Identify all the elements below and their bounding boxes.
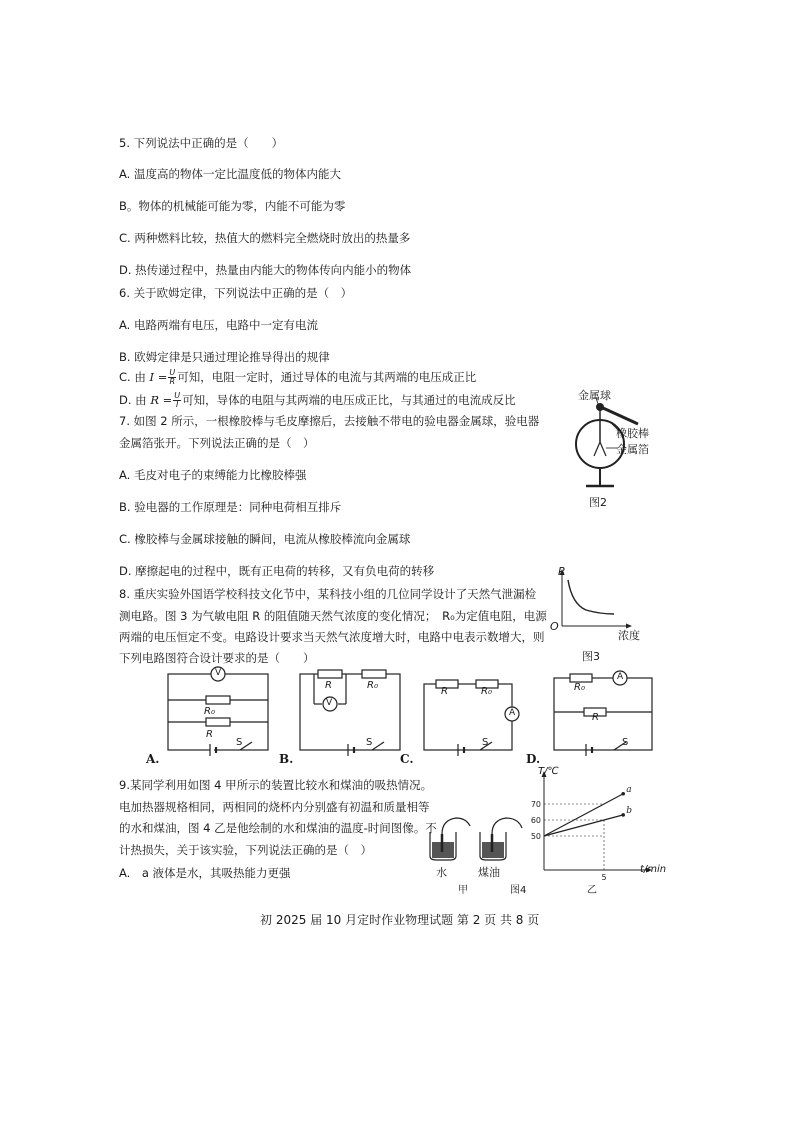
q5-option-b: B。物体的机械能可能为零，内能不可能为零 (119, 199, 346, 213)
q5-option-d: D. 热传递过程中，热量由内能大的物体传向内能小的物体 (119, 263, 412, 277)
circuit-diagrams (140, 664, 660, 764)
circuit-a-voltmeter: V (215, 668, 222, 678)
circuit-a (168, 667, 268, 756)
fig4-ylabel: T/℃ (538, 766, 559, 777)
water-label: 水 (436, 866, 447, 879)
formula-i-fraction: $\frac{U}{R}$ (169, 368, 176, 386)
circuit-c (424, 680, 519, 756)
circuit-option-c: C. (400, 752, 414, 766)
fig4-xlabel: t/min (640, 864, 667, 875)
circuit-c-r0: R₀ (481, 686, 492, 697)
q7-option-c: C. 橡胶棒与金属球接触的瞬间，电流从橡胶棒流向金属球 (119, 532, 411, 546)
q7-stem-line2: 金属箔张开。下列说法正确的是（ ） (119, 436, 315, 450)
q9-stem-line2: 电加热器规格相同，两相同的烧杯内分别盛有初温和质量相等 (119, 800, 430, 814)
circuit-b-r: R (325, 680, 332, 691)
fig4-caption: 图4 (510, 885, 527, 896)
circuit-option-a: A. (146, 752, 160, 766)
q7-option-b: B. 验电器的工作原理是：同种电荷相互排斥 (119, 500, 342, 514)
q5-option-a: A. 温度高的物体一定比温度低的物体内能大 (119, 167, 341, 181)
formula-r-fraction: $\frac{U}{I}$ (174, 391, 181, 409)
y-tick-label-70: 70 (530, 800, 541, 809)
circuit-a-switch: S (236, 737, 243, 748)
q7-option-d: D. 摩擦起电的过程中，既有正电荷的转移，又有负电荷的转移 (119, 564, 435, 578)
fig4-jia: 甲 (458, 885, 468, 896)
oil-label: 煤油 (478, 866, 500, 879)
circuit-d-switch: S (622, 737, 629, 748)
q8-stem-line4: 下列电路图符合设计要求的是（ ） (119, 651, 315, 665)
q9-option-a: A. a 液体是水，其吸热能力更强 (119, 866, 291, 880)
q7-option-a: A. 毛皮对电子的束缚能力比橡胶棒强 (119, 468, 307, 482)
circuit-option-b: B. (279, 752, 294, 766)
q8-stem-line2: 测电路。图 3 为气敏电阻 R 的阻值随天然气浓度的变化情况； R₀为定值电阻，电源 (119, 609, 547, 623)
circuit-d (554, 671, 652, 756)
circuit-option-d: D. (526, 752, 541, 766)
circuit-b (300, 670, 400, 756)
fig3-caption: 图3 (582, 650, 600, 663)
rod-label: 橡胶棒 (616, 427, 649, 440)
q7-stem-line1: 7. 如图 2 所示，一根橡胶棒与毛皮摩擦后，去接触不带电的验电器金属球，验电器 (119, 414, 540, 428)
circuit-d-ammeter: A (617, 672, 624, 682)
series-label-a: a (626, 784, 632, 795)
circuit-c-switch: S (482, 737, 489, 748)
fig2-caption: 图2 (589, 496, 607, 509)
q5-stem: 5. 下列说法中正确的是（ ） (119, 136, 284, 150)
circuit-a-r: R (206, 729, 213, 740)
circuit-a-r0: R₀ (204, 706, 215, 717)
circuit-b-switch: S (366, 737, 373, 748)
circuit-c-ammeter: A (509, 708, 516, 718)
series-line-a (544, 794, 623, 836)
q9-stem-line4: 计热损失，关于该实验，下列说法正确的是（ ） (119, 843, 372, 857)
foil-label: 金属箔 (616, 443, 649, 456)
page-footer: 初 2025 届 10 月定时作业物理试题 第 2 页 共 8 页 (260, 913, 540, 927)
fig3-xlabel: 浓度 (618, 629, 640, 642)
q6-stem: 6. 关于欧姆定律，下列说法中正确的是（ ） (119, 286, 353, 300)
electroscope-figure (560, 382, 670, 512)
fig4-yi: 乙 (587, 885, 597, 896)
q8-stem-line3: 两端的电压恒定不变。电路设计要求当天然气浓度增大时，电路中电表示数增大，则 (119, 630, 545, 644)
q6-option-c: C. 由 I = $\frac{U}{R}$ 可知，电阻一定时，通过导体的电流与其两端的电压成正比 (119, 368, 477, 386)
q6-option-a: A. 电路两端有电压，电路中一定有电流 (119, 318, 318, 332)
y-tick-label-60: 60 (530, 816, 541, 825)
series-end-point-a (621, 792, 625, 796)
q6-option-b: B. 欧姆定律是只通过理论推导得出的规律 (119, 350, 330, 364)
x-tick-label-5: 5 (601, 873, 607, 882)
series-line-b (544, 815, 623, 836)
circuit-c-r: R (441, 686, 448, 697)
series-label-b: b (626, 805, 632, 816)
ball-label: 金属球 (578, 389, 611, 402)
circuit-b-voltmeter: V (326, 698, 333, 708)
q6-option-d: D. 由 R = $\frac{U}{I}$ 可知，导体的电阻与其两端的电压成正比，与其通过的电流成反比 (119, 391, 516, 409)
series-end-point-b (621, 813, 625, 817)
circuit-d-r0: R₀ (574, 682, 585, 693)
circuit-b-r0: R₀ (367, 680, 378, 691)
fig3-origin: O (550, 620, 559, 633)
q5-option-c: C. 两种燃料比较，热值大的燃料完全燃烧时放出的热量多 (119, 231, 411, 245)
circuit-d-r: R (592, 712, 599, 723)
q9-stem-line3: 的水和煤油，图 4 乙是他绘制的水和煤油的温度-时间图像。不 (119, 821, 437, 835)
q8-stem-line1: 8. 重庆实验外国语学校科技文化节中，某科技小组的几位同学设计了天然气泄漏检 (119, 587, 537, 601)
fig3-ylabel: R (558, 565, 566, 578)
y-tick-label-50: 50 (530, 832, 541, 841)
q9-stem-line1: 9.某同学利用如图 4 甲所示的装置比较水和煤油的吸热情况。 (119, 778, 433, 792)
